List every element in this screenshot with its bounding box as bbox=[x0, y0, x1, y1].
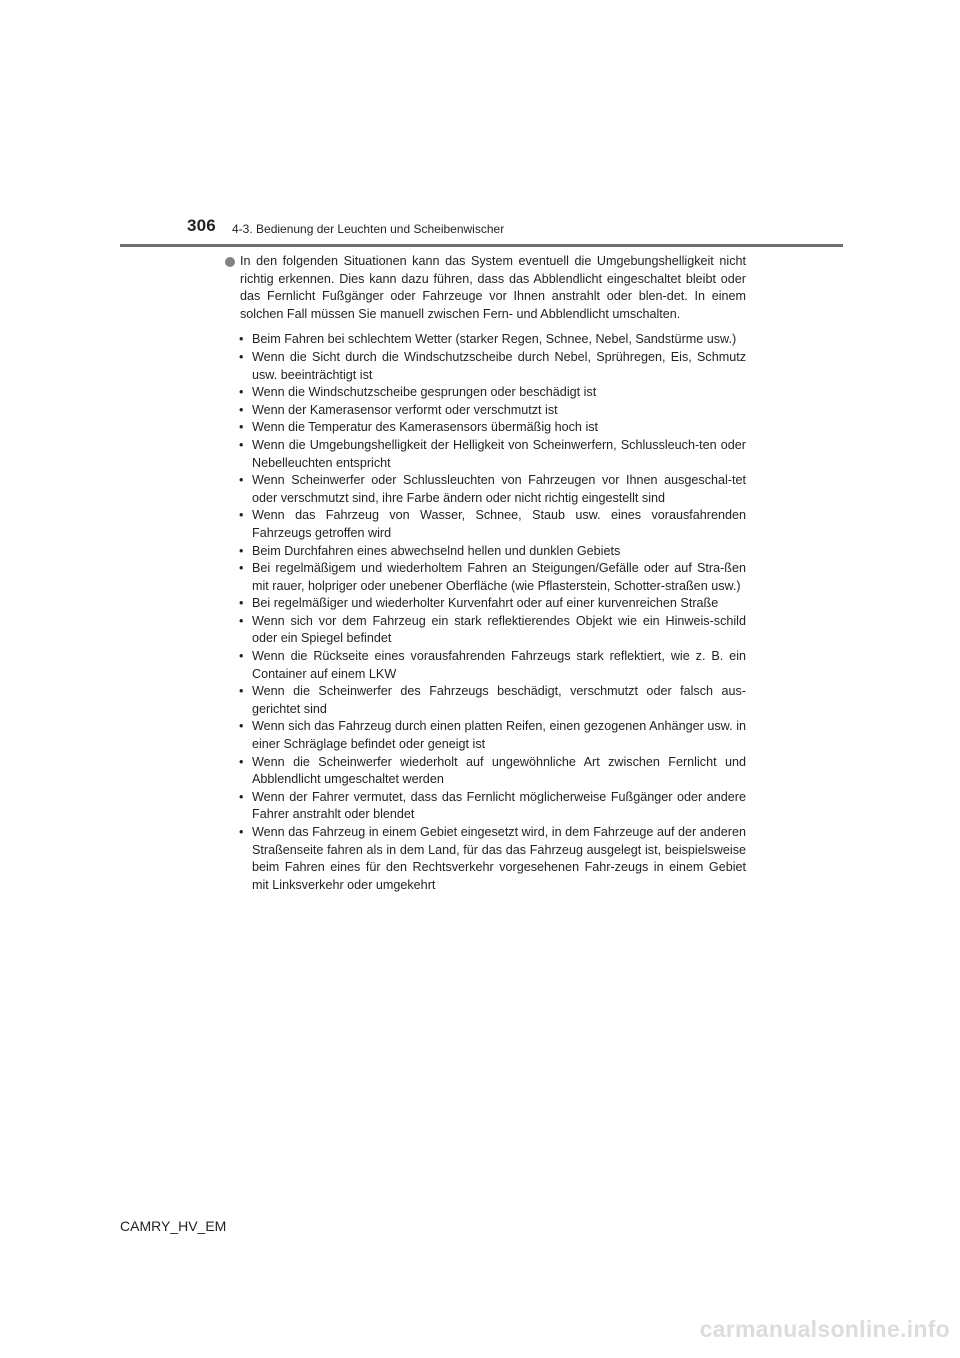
list-item bbox=[239, 472, 746, 507]
list-item-text: Wenn die Scheinwerfer wiederholt auf ungewöhnliche Art zwischen Fernlicht und Abblendlicht umgeschaltet werden bbox=[252, 754, 746, 787]
bullet-icon: • bbox=[239, 473, 244, 488]
list-item-text: Wenn der Fahrer vermutet, dass das Fernlicht möglicherweise Fußgänger oder andere Fahrer anstrahlt oder blendet bbox=[252, 789, 746, 822]
list-item-text: Wenn die Scheinwerfer des Fahrzeugs beschädigt, verschmutzt oder falsch aus-gerichtet sind bbox=[252, 684, 746, 716]
bullet-icon: • bbox=[239, 420, 244, 435]
list-item-text: Wenn die Temperatur des Kamerasensors übermäßig hoch ist bbox=[252, 420, 599, 435]
list-item bbox=[239, 683, 746, 718]
bullet-icon: • bbox=[239, 437, 244, 452]
list-item-text: Wenn das Fahrzeug von Wasser, Schnee, Staub usw. eines vorausfahrenden Fahrzeugs getroffen wird bbox=[252, 508, 746, 540]
list-item-text: Bei regelmäßigem und wiederholtem Fahren an Steigungen/Gefälle oder auf Stra-ßen mit rauer, holpriger oder unebener Oberfläche (wie Pflasterstein, Schotter-straßen usw.) bbox=[252, 561, 746, 593]
list-item bbox=[239, 754, 746, 789]
bullet-icon: • bbox=[239, 561, 244, 576]
bullet-icon: • bbox=[239, 543, 244, 558]
bullet-icon: • bbox=[239, 754, 244, 769]
main-content bbox=[225, 253, 746, 894]
bullet-icon: • bbox=[239, 385, 244, 400]
list-item-text: Wenn sich das Fahrzeug durch einen platten Reifen, einen gezogenen Anhänger usw. in einer Schräglage befindet oder geneigt ist bbox=[252, 719, 746, 752]
bullet-icon: • bbox=[239, 825, 244, 839]
bullet-icon: • bbox=[239, 508, 244, 523]
circle-bullet-icon bbox=[225, 257, 235, 267]
list-item bbox=[239, 789, 746, 824]
list-item bbox=[239, 507, 746, 542]
list-item bbox=[239, 349, 746, 384]
list-item-text: Wenn die Windschutzscheibe gesprungen oder beschädigt ist bbox=[252, 385, 597, 400]
list-item-text: Bei regelmäßiger und wiederholter Kurvenfahrt oder auf einer kurvenreichen Straße bbox=[252, 596, 719, 611]
intro-paragraph bbox=[225, 253, 746, 323]
bullet-icon: • bbox=[239, 719, 244, 734]
list-item bbox=[239, 331, 746, 349]
list-item-text: Wenn die Sicht durch die Windschutzscheibe durch Nebel, Sprühregen, Eis, Schmutz usw. beeinträchtigt ist bbox=[252, 349, 746, 382]
list-item bbox=[239, 648, 746, 683]
document-code: CAMRY_HV_EM bbox=[120, 1218, 227, 1234]
bullet-icon: • bbox=[239, 613, 244, 628]
list-item-text: Beim Durchfahren eines abwechselnd hellen und dunklen Gebiets bbox=[252, 543, 621, 558]
situations-list bbox=[225, 331, 746, 894]
page-number: 306 bbox=[187, 216, 216, 235]
list-item-text: Wenn die Umgebungshelligkeit der Helligkeit von Scheinwerfern, Schlussleuch-ten oder Nebelleuchten entspricht bbox=[252, 437, 746, 470]
bullet-icon: • bbox=[239, 649, 244, 664]
list-item bbox=[239, 437, 746, 472]
list-item bbox=[239, 824, 746, 894]
bullet-icon: • bbox=[239, 596, 244, 611]
list-item bbox=[239, 384, 746, 402]
header-divider bbox=[120, 244, 843, 247]
list-item bbox=[239, 543, 746, 561]
list-item bbox=[239, 560, 746, 595]
list-item-text: Wenn sich vor dem Fahrzeug ein stark reflektierendes Objekt wie ein Hinweis-schild oder ein Spiegel befindet bbox=[252, 613, 746, 646]
section-title: 4-3. Bedienung der Leuchten und Scheibenwischer bbox=[232, 222, 505, 236]
bullet-icon: • bbox=[239, 402, 244, 417]
list-item-text: Wenn der Kamerasensor verformt oder verschmutzt ist bbox=[252, 402, 558, 417]
bullet-icon: • bbox=[239, 684, 244, 699]
list-item bbox=[239, 419, 746, 437]
watermark: carmanualsonline.info bbox=[699, 1316, 950, 1342]
intro-text: In den folgenden Situationen kann das System eventuell die Umgebungshelligkeit nicht richtig erkennen. Dies kann dazu führen, dass das Abblendlicht eingeschaltet bleibt oder das Fernlicht Fußgänger oder Fahrzeuge vor Ihnen anstrahlt oder blen-det. In einem solchen Fall müssen Sie manuell zwischen Fern- und Abblendlicht umschalten. bbox=[240, 254, 746, 321]
list-item bbox=[239, 613, 746, 648]
list-item-text: Wenn die Rückseite eines vorausfahrenden Fahrzeugs stark reflektiert, wie z. B. ein Container auf einem LKW bbox=[252, 649, 746, 681]
list-item bbox=[239, 402, 746, 420]
list-item bbox=[239, 595, 746, 613]
list-item bbox=[239, 718, 746, 753]
list-item-text: Wenn Scheinwerfer oder Schlussleuchten von Fahrzeugen vor Ihnen ausgeschal-tet oder verschmutzt sind, ihre Farbe ändern oder nicht richtig eingestellt sind bbox=[252, 473, 746, 505]
bullet-icon: • bbox=[239, 789, 244, 804]
bullet-icon: • bbox=[239, 349, 244, 364]
bullet-icon: • bbox=[239, 332, 244, 347]
list-item-text: Beim Fahren bei schlechtem Wetter (starker Regen, Schnee, Nebel, Sandstürme usw.) bbox=[252, 332, 737, 347]
list-item-text: Wenn das Fahrzeug in einem Gebiet eingesetzt wird, in dem Fahrzeuge auf der anderen Straßenseite fahren als in dem Land, für das das Fahrzeug ausgelegt ist, beispielsweise beim Fahren eines für den Rechtsverkehr vorgesehenen Fahr-zeugs in einem Gebiet mit Linksverkehr oder umgekehrt bbox=[252, 825, 746, 892]
